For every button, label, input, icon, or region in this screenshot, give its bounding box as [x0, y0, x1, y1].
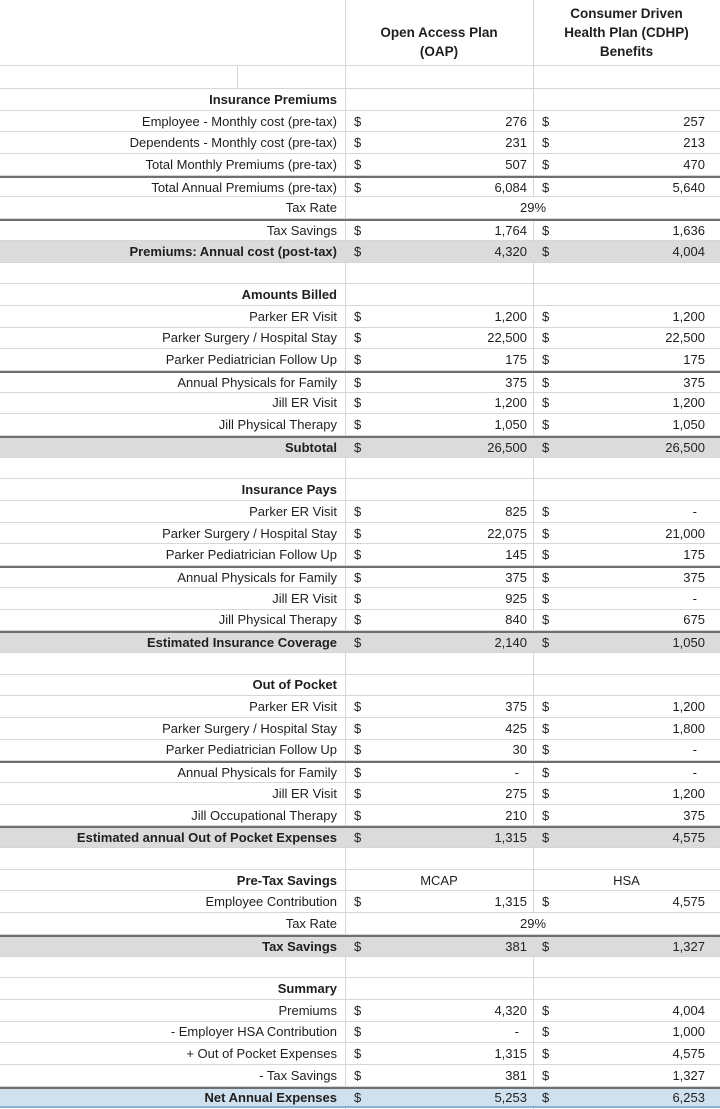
value-cell-cdhp[interactable]: 1,327: [672, 1067, 705, 1083]
row-label-cell[interactable]: Amounts Billed: [241, 287, 337, 303]
value-cell-oap[interactable]: 22,500: [487, 330, 527, 346]
table-row: [0, 197, 720, 219]
value-cell-cdhp[interactable]: 1,800: [672, 720, 705, 736]
header-plan-oap-line1: Open Access Plan: [380, 24, 498, 40]
value-cell-cdhp[interactable]: 470: [683, 156, 705, 172]
table-row: [0, 935, 720, 957]
value-cell-cdhp[interactable]: 175: [683, 547, 705, 563]
row-label-cell[interactable]: Estimated Insurance Coverage: [146, 635, 337, 651]
value-cell-oap[interactable]: -: [514, 1024, 519, 1040]
currency-cell-cdhp[interactable]: $: [542, 374, 550, 390]
value-cell-cdhp[interactable]: 1,636: [672, 222, 705, 238]
currency-cell-oap[interactable]: $: [354, 612, 362, 628]
currency-cell-oap[interactable]: $: [354, 352, 362, 368]
value-cell-cdhp[interactable]: 375: [683, 807, 705, 823]
header-plan-cdhp-line3: Benefits: [599, 43, 654, 59]
currency-cell-cdhp[interactable]: $: [542, 720, 550, 736]
row-label-cell[interactable]: Parker Pediatrician Follow Up: [165, 352, 337, 368]
table-row: [0, 870, 720, 892]
value-cell-oap[interactable]: 1,315: [494, 1046, 527, 1062]
value-cell-cdhp[interactable]: 257: [683, 113, 705, 129]
value-cell-cdhp[interactable]: 4,575: [672, 894, 705, 910]
table-row: [0, 566, 720, 588]
row-label-cell[interactable]: Parker ER Visit: [249, 699, 337, 715]
savings-type-cdhp-cell[interactable]: HSA: [613, 872, 640, 888]
value-cell-oap[interactable]: 1,315: [494, 894, 527, 910]
table-row: [0, 284, 720, 306]
currency-cell-oap[interactable]: $: [354, 807, 362, 823]
tax-rate-value-cell[interactable]: 29%: [346, 197, 720, 218]
currency-cell-oap[interactable]: $: [354, 395, 362, 411]
row-label-cell[interactable]: + Out of Pocket Expenses: [186, 1046, 337, 1062]
value-cell-cdhp[interactable]: 4,575: [672, 1046, 705, 1062]
currency-cell-oap[interactable]: $: [354, 699, 362, 715]
row-label-cell[interactable]: Insurance Premiums: [209, 91, 337, 107]
value-cell-cdhp[interactable]: 1,200: [672, 785, 705, 801]
row-label-cell[interactable]: - Tax Savings: [259, 1067, 337, 1083]
row-label-cell[interactable]: Parker Surgery / Hospital Stay: [162, 720, 337, 736]
row-label-cell[interactable]: - Employer HSA Contribution: [170, 1024, 337, 1040]
table-row: [0, 328, 720, 350]
value-cell-oap[interactable]: 381: [505, 1067, 527, 1083]
currency-cell-cdhp[interactable]: $: [542, 785, 550, 801]
table-row: [0, 805, 720, 827]
currency-cell-cdhp[interactable]: $: [542, 395, 550, 411]
value-cell-cdhp[interactable]: 21,000: [665, 525, 705, 541]
table-row: [0, 414, 720, 436]
value-cell-oap[interactable]: 145: [505, 547, 527, 563]
value-cell-oap[interactable]: 375: [505, 699, 527, 715]
row-label-cell[interactable]: Out of Pocket: [252, 677, 337, 693]
currency-cell-cdhp[interactable]: $: [542, 135, 550, 151]
value-cell-oap[interactable]: 30: [512, 742, 527, 758]
header-plan-cdhp[interactable]: [533, 0, 720, 65]
currency-cell-cdhp[interactable]: $: [542, 352, 550, 368]
row-label-cell[interactable]: Subtotal: [285, 439, 337, 455]
currency-cell-cdhp[interactable]: $: [542, 807, 550, 823]
currency-cell-oap[interactable]: $: [354, 525, 362, 541]
value-cell-oap[interactable]: 1,200: [494, 308, 527, 324]
value-cell-cdhp[interactable]: -: [692, 742, 697, 758]
row-label-cell[interactable]: Tax Rate: [285, 915, 337, 931]
value-cell-oap[interactable]: 210: [505, 807, 527, 823]
currency-cell-cdhp[interactable]: $: [542, 503, 550, 519]
value-cell-cdhp[interactable]: 6,253: [672, 1089, 705, 1105]
currency-cell-oap[interactable]: $: [354, 439, 362, 455]
table-row: [0, 891, 720, 913]
currency-cell-oap[interactable]: $: [354, 1002, 362, 1018]
row-label-cell[interactable]: Total Annual Premiums (pre-tax): [151, 179, 337, 195]
table-row: [0, 89, 720, 111]
value-cell-oap[interactable]: 2,140: [494, 635, 527, 651]
currency-cell-oap[interactable]: $: [354, 1046, 362, 1062]
row-label-cell[interactable]: Annual Physicals for Family: [177, 569, 337, 585]
table-row: [0, 176, 720, 198]
currency-cell-cdhp[interactable]: $: [542, 612, 550, 628]
row-label-cell[interactable]: Parker Pediatrician Follow Up: [165, 547, 337, 563]
value-cell-oap[interactable]: 840: [505, 612, 527, 628]
row-label-cell[interactable]: Net Annual Expenses: [204, 1089, 337, 1105]
table-row: [0, 610, 720, 632]
table-row: [0, 523, 720, 545]
row-label-cell[interactable]: Jill ER Visit: [272, 395, 337, 411]
row-label-cell[interactable]: Annual Physicals for Family: [177, 374, 337, 390]
row-label-cell[interactable]: Summary: [277, 981, 337, 997]
value-cell-oap[interactable]: 507: [505, 156, 527, 172]
table-row: [0, 544, 720, 566]
row-label-cell[interactable]: Annual Physicals for Family: [177, 765, 337, 781]
table-row: [0, 306, 720, 328]
value-cell-cdhp[interactable]: 4,004: [672, 1002, 705, 1018]
value-cell-oap[interactable]: 381: [505, 938, 527, 954]
currency-cell-cdhp[interactable]: $: [542, 156, 550, 172]
table-row: [0, 740, 720, 762]
row-label-cell[interactable]: Jill ER Visit: [272, 785, 337, 801]
value-cell-oap[interactable]: 175: [505, 352, 527, 368]
value-cell-cdhp[interactable]: 1,327: [672, 938, 705, 954]
row-label-cell[interactable]: Parker ER Visit: [249, 308, 337, 324]
currency-cell-oap[interactable]: $: [354, 830, 362, 846]
value-cell-cdhp[interactable]: 675: [683, 612, 705, 628]
row-label-cell[interactable]: Parker Pediatrician Follow Up: [165, 742, 337, 758]
table-row: [0, 913, 720, 935]
currency-cell-cdhp[interactable]: $: [542, 1024, 550, 1040]
table-row: [0, 241, 720, 263]
currency-cell-cdhp[interactable]: $: [542, 330, 550, 346]
table-row: [0, 1065, 720, 1087]
currency-cell-cdhp[interactable]: $: [542, 113, 550, 129]
row-label-cell[interactable]: Employee - Monthly cost (pre-tax): [141, 113, 337, 129]
table-row: [0, 588, 720, 610]
row-label-cell[interactable]: Tax Savings: [266, 222, 337, 238]
currency-cell-oap[interactable]: $: [354, 417, 362, 433]
table-row: [0, 783, 720, 805]
currency-cell-oap[interactable]: $: [354, 590, 362, 606]
value-cell-oap[interactable]: 375: [505, 569, 527, 585]
row-label-cell[interactable]: Tax Savings: [262, 938, 337, 954]
row-label-cell[interactable]: Parker ER Visit: [249, 503, 337, 519]
value-cell-oap[interactable]: 1,050: [494, 417, 527, 433]
table-row: [0, 111, 720, 133]
currency-cell-oap[interactable]: $: [354, 785, 362, 801]
currency-cell-cdhp[interactable]: $: [542, 222, 550, 238]
value-cell-cdhp[interactable]: 1,000: [672, 1024, 705, 1040]
row-label-cell[interactable]: Pre-Tax Savings: [236, 872, 337, 888]
value-cell-oap[interactable]: -: [514, 765, 519, 781]
value-cell-cdhp[interactable]: -: [692, 765, 697, 781]
row-label-cell[interactable]: Jill Physical Therapy: [218, 417, 337, 433]
currency-cell-oap[interactable]: $: [354, 243, 362, 259]
row-label-cell[interactable]: Estimated annual Out of Pocket Expenses: [76, 830, 337, 846]
currency-cell-oap[interactable]: $: [354, 742, 362, 758]
table-row: [0, 1087, 720, 1109]
value-cell-oap[interactable]: 276: [505, 113, 527, 129]
currency-cell-cdhp[interactable]: $: [542, 742, 550, 758]
currency-cell-cdhp[interactable]: $: [542, 439, 550, 455]
currency-cell-cdhp[interactable]: $: [542, 243, 550, 259]
value-cell-cdhp[interactable]: 1,200: [672, 308, 705, 324]
value-cell-cdhp[interactable]: 1,050: [672, 635, 705, 651]
value-cell-cdhp[interactable]: 5,640: [672, 179, 705, 195]
value-cell-oap[interactable]: 275: [505, 785, 527, 801]
currency-cell-oap[interactable]: $: [354, 113, 362, 129]
blank-row[interactable]: [0, 66, 720, 89]
blank-row: [0, 653, 720, 675]
currency-cell-cdhp[interactable]: $: [542, 525, 550, 541]
table-row: [0, 349, 720, 371]
currency-cell-oap[interactable]: $: [354, 1067, 362, 1083]
currency-cell-oap[interactable]: $: [354, 374, 362, 390]
value-cell-oap[interactable]: 22,075: [487, 525, 527, 541]
row-label-cell[interactable]: Insurance Pays: [241, 482, 337, 498]
value-cell-oap[interactable]: 925: [505, 590, 527, 606]
value-cell-cdhp[interactable]: 4,004: [672, 243, 705, 259]
row-label-cell[interactable]: Jill Physical Therapy: [218, 612, 337, 628]
value-cell-oap[interactable]: 425: [505, 720, 527, 736]
table-row: [0, 393, 720, 415]
table-row: [0, 761, 720, 783]
value-cell-cdhp[interactable]: 175: [683, 352, 705, 368]
currency-cell-cdhp[interactable]: $: [542, 938, 550, 954]
table-row: [0, 436, 720, 458]
row-label-cell[interactable]: Tax Rate: [285, 200, 337, 216]
header-plan-cdhp-line2: Health Plan (CDHP): [564, 24, 689, 40]
value-cell-oap[interactable]: 5,253: [494, 1089, 527, 1105]
row-label-cell[interactable]: Employee Contribution: [205, 894, 337, 910]
currency-cell-cdhp[interactable]: $: [542, 569, 550, 585]
currency-cell-cdhp[interactable]: $: [542, 1046, 550, 1062]
table-row: [0, 132, 720, 154]
currency-cell-cdhp[interactable]: $: [542, 830, 550, 846]
row-label-cell[interactable]: Premiums: Annual cost (post-tax): [129, 243, 337, 259]
value-cell-oap[interactable]: 231: [505, 135, 527, 151]
row-label-cell[interactable]: Total Monthly Premiums (pre-tax): [145, 156, 337, 172]
currency-cell-cdhp[interactable]: $: [542, 1067, 550, 1083]
currency-cell-oap[interactable]: $: [354, 503, 362, 519]
column-headers: [0, 0, 720, 66]
table-row: [0, 826, 720, 848]
table-row: [0, 978, 720, 1000]
row-label-cell[interactable]: Parker Surgery / Hospital Stay: [162, 525, 337, 541]
currency-cell-oap[interactable]: $: [354, 308, 362, 324]
cell-gridline: [237, 66, 238, 88]
table-body: [0, 89, 720, 1108]
value-cell-oap[interactable]: 375: [505, 374, 527, 390]
tax-rate-value-cell[interactable]: 29%: [346, 913, 720, 934]
currency-cell-oap[interactable]: $: [354, 720, 362, 736]
currency-cell-cdhp[interactable]: $: [542, 179, 550, 195]
table-row: [0, 479, 720, 501]
value-cell-oap[interactable]: 1,315: [494, 830, 527, 846]
table-row: [0, 696, 720, 718]
table-row: [0, 501, 720, 523]
currency-cell-cdhp[interactable]: $: [542, 590, 550, 606]
value-cell-oap[interactable]: 4,320: [494, 1002, 527, 1018]
table-row: [0, 154, 720, 176]
currency-cell-cdhp[interactable]: $: [542, 417, 550, 433]
value-cell-oap[interactable]: 26,500: [487, 439, 527, 455]
currency-cell-oap[interactable]: $: [354, 894, 362, 910]
currency-cell-cdhp[interactable]: $: [542, 894, 550, 910]
currency-cell-cdhp[interactable]: $: [542, 1089, 550, 1105]
value-cell-oap[interactable]: 1,764: [494, 222, 527, 238]
currency-cell-oap[interactable]: $: [354, 1024, 362, 1040]
value-cell-cdhp[interactable]: 26,500: [665, 439, 705, 455]
row-label-cell[interactable]: Premiums: [278, 1002, 337, 1018]
currency-cell-cdhp[interactable]: $: [542, 547, 550, 563]
blank-row: [0, 957, 720, 979]
table-row: [0, 675, 720, 697]
header-plan-oap[interactable]: [345, 0, 533, 65]
table-row: [0, 1000, 720, 1022]
currency-cell-oap[interactable]: $: [354, 179, 362, 195]
row-label-cell[interactable]: Parker Surgery / Hospital Stay: [162, 330, 337, 346]
value-cell-cdhp[interactable]: 1,050: [672, 417, 705, 433]
value-cell-oap[interactable]: 6,084: [494, 179, 527, 195]
header-empty-cell[interactable]: [0, 0, 345, 65]
table-row: [0, 1043, 720, 1065]
currency-cell-oap[interactable]: $: [354, 765, 362, 781]
value-cell-cdhp[interactable]: 1,200: [672, 699, 705, 715]
value-cell-oap[interactable]: 825: [505, 503, 527, 519]
value-cell-cdhp[interactable]: 213: [683, 135, 705, 151]
currency-cell-cdhp[interactable]: $: [542, 765, 550, 781]
value-cell-cdhp[interactable]: 22,500: [665, 330, 705, 346]
currency-cell-cdhp[interactable]: $: [542, 635, 550, 651]
currency-cell-oap[interactable]: $: [354, 635, 362, 651]
value-cell-cdhp[interactable]: -: [692, 590, 697, 606]
currency-cell-oap[interactable]: $: [354, 569, 362, 585]
value-cell-cdhp[interactable]: 1,200: [672, 395, 705, 411]
currency-cell-oap[interactable]: $: [354, 222, 362, 238]
value-cell-oap[interactable]: 4,320: [494, 243, 527, 259]
currency-cell-cdhp[interactable]: $: [542, 1002, 550, 1018]
table-row: [0, 718, 720, 740]
blank-row: [0, 458, 720, 480]
currency-cell-oap[interactable]: $: [354, 330, 362, 346]
blank-row: [0, 848, 720, 870]
currency-cell-oap[interactable]: $: [354, 1089, 362, 1105]
table-row: [0, 631, 720, 653]
currency-cell-oap[interactable]: $: [354, 135, 362, 151]
currency-cell-oap[interactable]: $: [354, 547, 362, 563]
header-plan-oap-line2: (OAP): [419, 43, 459, 59]
row-label-cell[interactable]: Jill ER Visit: [272, 590, 337, 606]
table-row: [0, 371, 720, 393]
value-cell-cdhp[interactable]: 375: [683, 374, 705, 390]
currency-cell-cdhp[interactable]: $: [542, 308, 550, 324]
row-label-cell[interactable]: Jill Occupational Therapy: [191, 807, 337, 823]
header-plan-cdhp-line1: Consumer Driven: [570, 5, 683, 21]
currency-cell-cdhp[interactable]: $: [542, 699, 550, 715]
currency-cell-oap[interactable]: $: [354, 938, 362, 954]
table-row: [0, 219, 720, 241]
value-cell-cdhp[interactable]: 4,575: [672, 830, 705, 846]
value-cell-cdhp[interactable]: 375: [683, 569, 705, 585]
savings-type-oap-cell[interactable]: MCAP: [420, 872, 458, 888]
value-cell-cdhp[interactable]: -: [692, 503, 697, 519]
blank-row: [0, 263, 720, 285]
table-row: [0, 1022, 720, 1044]
row-label-cell[interactable]: Dependents - Monthly cost (pre-tax): [129, 135, 337, 151]
currency-cell-oap[interactable]: $: [354, 156, 362, 172]
value-cell-oap[interactable]: 1,200: [494, 395, 527, 411]
